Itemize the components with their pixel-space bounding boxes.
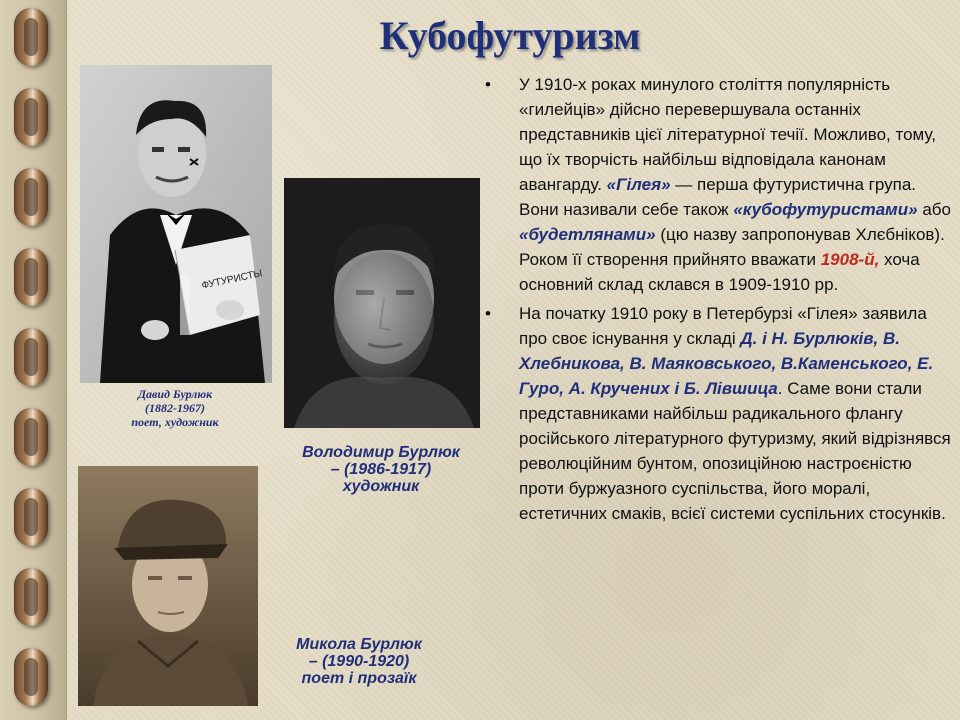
caption-role: поет і прозаїк [301,670,417,687]
highlight-members: Д. і Н. Бурлюків, В. Хлебникова, В. Маяковського, В.Каменського, Е. Гуро, А. Кручених і Б. Лівшица [519,329,934,398]
binding-ring [14,88,48,146]
binding-ring [14,328,48,386]
caption-mykola [264,636,454,687]
caption-name: Давид Бурлюк [137,387,213,401]
paragraph-gileya-intro: • У 1910-х роках минулого століття популярність «гилейців» дійсно перевершувала останніх представників цієї літературної течії. Можливо, тому, що їх творчість найбільш відповідала канонам авангарду. «Гілея» — перша футуристична група. Вони називали себе також «кубофутуристами» або «будетлянами» (цю назву запропонував Хлєбніков). Роком її створення прийнято вважати 1908-й, хоча основний склад склався в 1909-1910 рр. [485,72,955,297]
binding-ring [14,168,48,226]
caption-years: – (1990-1920) [308,653,410,670]
binding-ring [14,568,48,626]
caption-david [100,387,250,429]
highlight-kubofuturists: «кубофутуристами» [733,200,918,219]
photo-david-burliuk [80,65,272,383]
photo-mykola-burliuk [78,466,258,706]
caption-role: поет, художник [131,415,219,429]
binding-ring [14,248,48,306]
notebook-binding [0,0,67,720]
caption-name: Микола Бурлюк [296,636,422,653]
body-text [485,72,955,530]
caption-years: – (1986-1917) [330,461,432,478]
caption-role: художник [342,478,420,495]
book-cover-text: ФУТУРИСТЫ [200,268,264,292]
paragraph-gileya-members: • На початку 1910 року в Петербурзі «Гілея» заявила про своє існування у складі Д. і Н. Бурлюків, В. Хлебникова, В. Маяковського, В.Каменського, Е. Гуро, А. Кручених і Б. Лівшица. Саме вони стали представниками найбільш радикального флангу російського літературного футуризму, який відрізнявся революційним бунтом, опозиційною настроєністю проти буржуазного суспільства, його моралі, естетичних смаків, всієї системи суспільних стосунків. [485,301,955,526]
binding-ring [14,8,48,66]
highlight-gileya: «Гілея» [606,175,671,194]
bullet-icon: • [485,75,491,94]
caption-years: (1882-1967) [145,401,205,415]
highlight-year: 1908-й, [820,250,880,269]
caption-name: Володимир Бурлюк [302,444,460,461]
highlight-budetliane: «будетлянами» [519,225,656,244]
slide-title: Кубофутуризм [379,13,641,58]
binding-ring [14,408,48,466]
bullet-icon: • [485,304,491,323]
caption-volodymyr [276,444,486,495]
binding-ring [14,488,48,546]
photo-volodymyr-burliuk [284,178,480,428]
binding-ring [14,648,48,706]
